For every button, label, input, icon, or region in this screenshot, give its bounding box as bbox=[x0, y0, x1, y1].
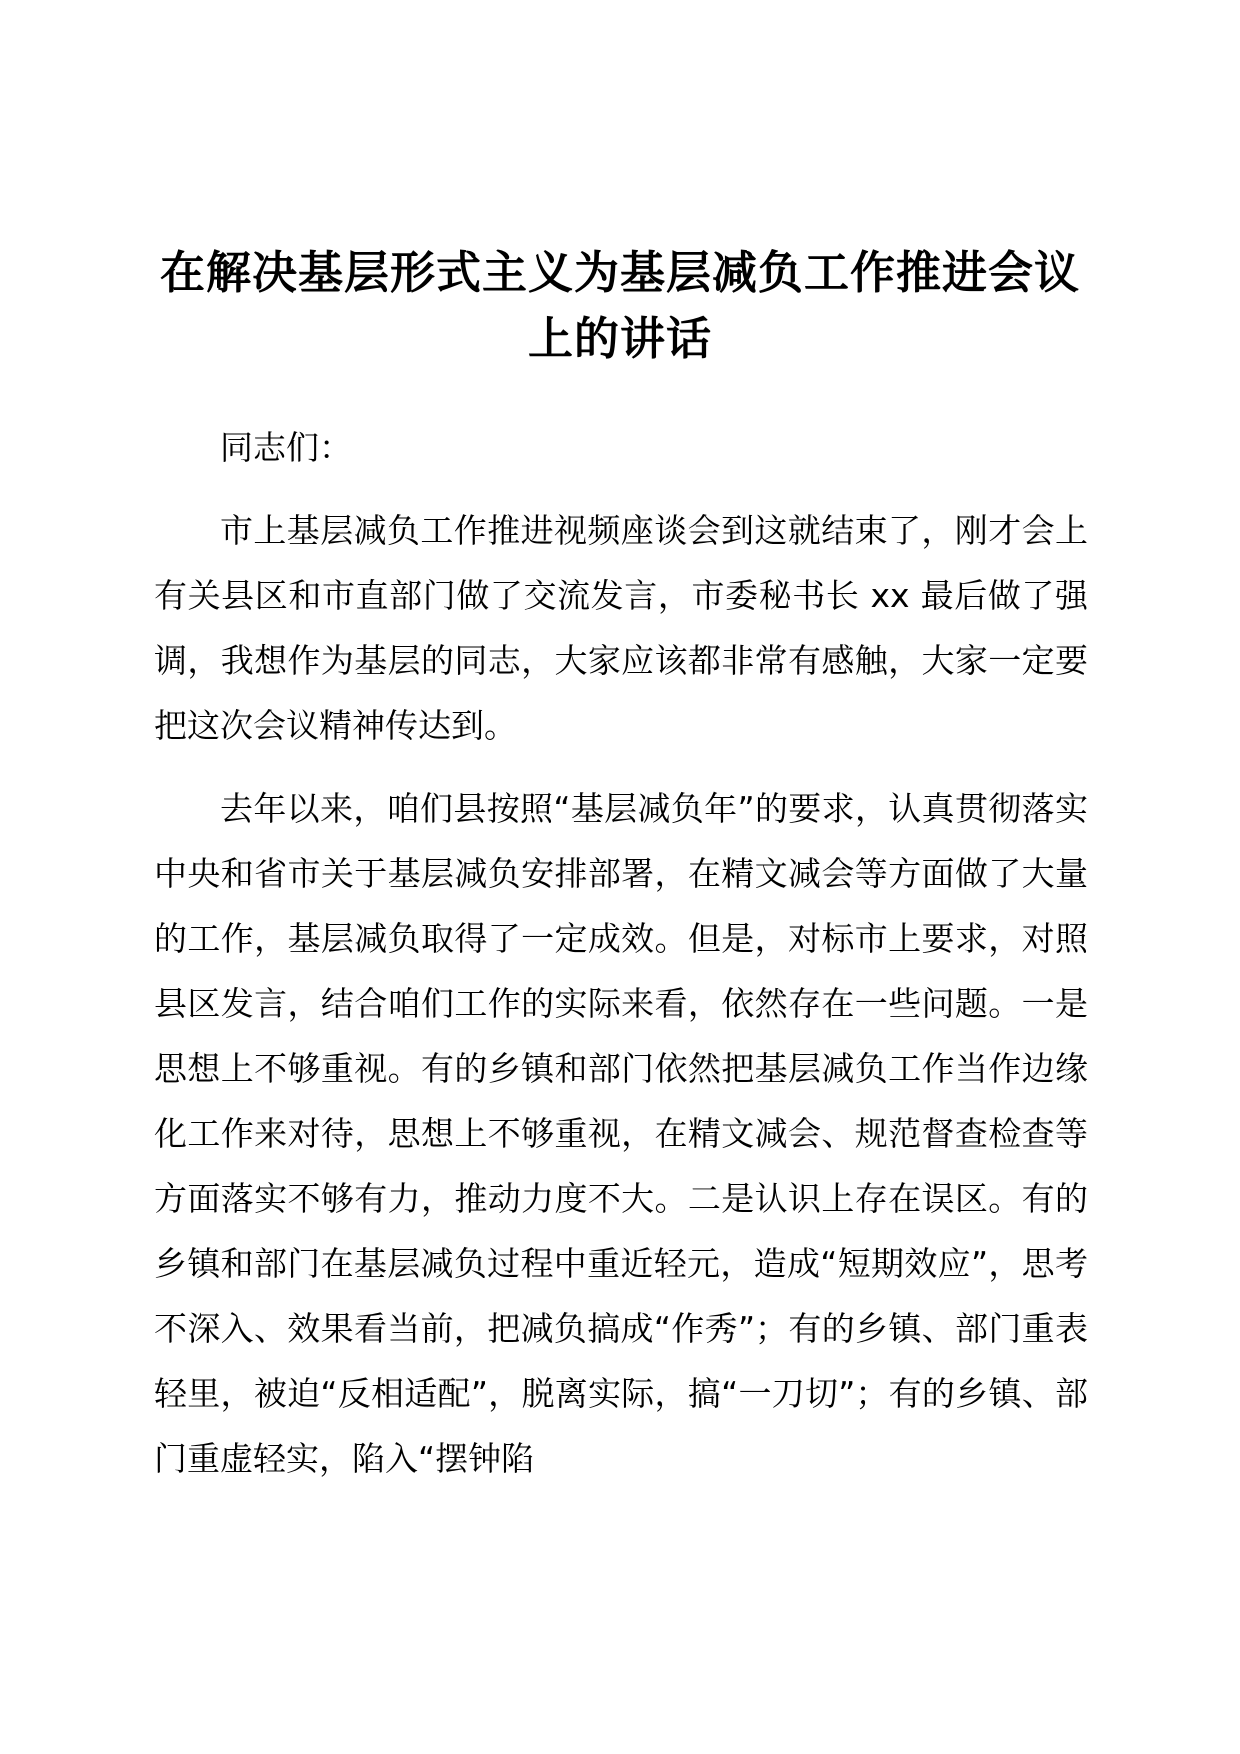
paragraph-1: 市上基层减负工作推进视频座谈会到这就结束了，刚才会上有关县区和市直部门做了交流发言，市委秘书长 xx 最后做了强调，我想作为基层的同志，大家应该都非常有感触，大家一定要把这次会议精神传达到。 bbox=[154, 511, 1088, 745]
document-title: 在解决基层形式主义为基层减负工作推进会议上的讲话 bbox=[159, 246, 1080, 365]
paragraph-2: 去年以来，咱们县按照“基层减负年”的要求，认真贯彻落实中央和省市关于基层减负安排部署，在精文减会等方面做了大量的工作，基层减负取得了一定成效。但是，对标市上要求，对照县区发言，结合咱们工作的实际来看，依然存在一些问题。一是思想上不够重视。有的乡镇和部门依然把基层减负工作当作边缘化工作来对待，思想上不够重视，在精文减会、规范督查检查等方面落实不够有力，推动力度不大。二是认识上存在误区。有的乡镇和部门在基层减负过程中重近轻元，造成“短期效应”，思考不深入、效果看当前，把减负搞成“作秀”；有的乡镇、部门重表轻里，被迫“反相适配”，脱离实际，搞“一刀切”；有的乡镇、部门重虚轻实，陷入“摆钟陷 bbox=[154, 789, 1088, 1478]
document-body bbox=[154, 415, 1088, 1509]
greeting: 同志们： bbox=[220, 428, 352, 467]
